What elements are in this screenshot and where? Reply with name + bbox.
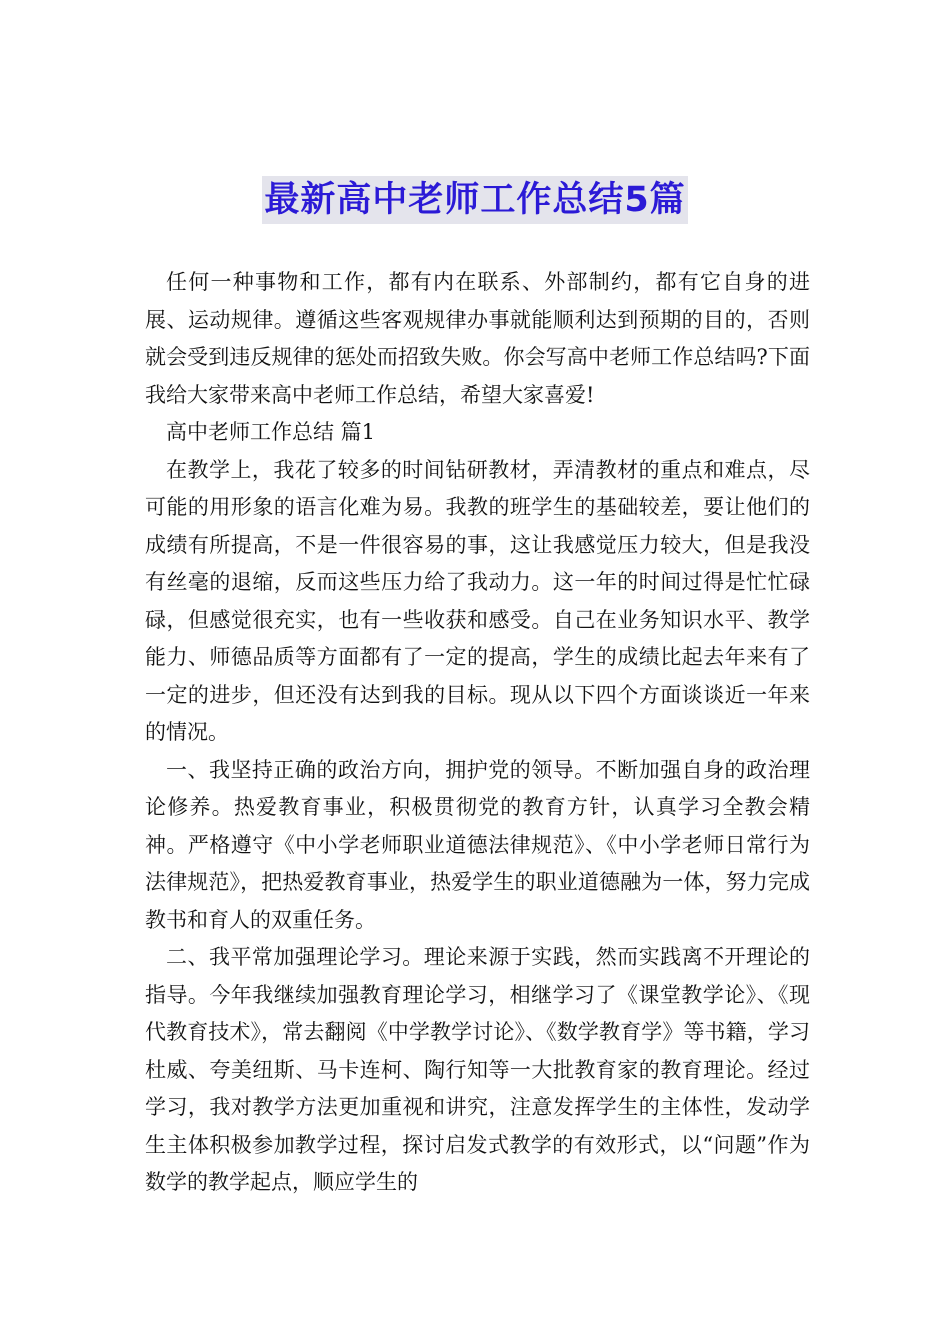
body-paragraph: 二、我平常加强理论学习。理论来源于实践，然而实践离不开理论的指导。今年我继续加强教育理论学习，相继学习了《课堂教学论》、《现代教育技术》，常去翻阅《中学教学讨论》、《数学教育学》等书籍，学习杜威、夸美纽斯、马卡连柯、陶行知等一大批教育家的教育理论。经过学习，我对教学方法更加重视和讲究，注意发挥学生的主体性，发动学生主体积极参加教学过程，探讨启发式教学的有效形式，以“问题”作为数学的教学起点，顺应学生的 (145, 945, 810, 1194)
intro-paragraph: 任何一种事物和工作，都有内在联系、外部制约，都有它自身的进展、运动规律。遵循这些客观规律办事就能顺利达到预期的目的，否则就会受到违反规律的惩处而招致失败。你会写高中老师工作总结吗?下面我给大家带来高中老师工作总结，希望大家喜爱! (145, 270, 810, 407)
body-paragraph: 一、我坚持正确的政治方向，拥护党的领导。不断加强自身的政治理论修养。热爱教育事业，积极贯彻党的教育方针，认真学习全教会精神。严格遵守《中小学老师职业道德法律规范》、《中小学老师日常行为法律规范》，把热爱教育事业，热爱学生的职业道德融为一体，努力完成教书和育人的双重任务。 (145, 757, 810, 932)
section-heading: 高中老师工作总结 篇1 (166, 420, 376, 444)
document-body (145, 264, 810, 1202)
body-paragraph: 在教学上，我花了较多的时间钻研教材，弄清教材的重点和难点，尽可能的用形象的语言化难为易。我教的班学生的基础较差，要让他们的成绩有所提高，不是一件很容易的事，这让我感觉压力较大，但是我没有丝毫的退缩，反而这些压力给了我动力。这一年的时间过得是忙忙碌碌，但感觉很充实，也有一些收获和感受。自己在业务知识水平、教学能力、师德品质等方面都有了一定的提高，学生的成绩比起去年来有了一定的进步，但还没有达到我的目标。现从以下四个方面谈谈近一年来的情况。 (145, 457, 810, 744)
document-title: 最新高中老师工作总结5篇 (262, 176, 687, 224)
title-container (0, 176, 950, 224)
